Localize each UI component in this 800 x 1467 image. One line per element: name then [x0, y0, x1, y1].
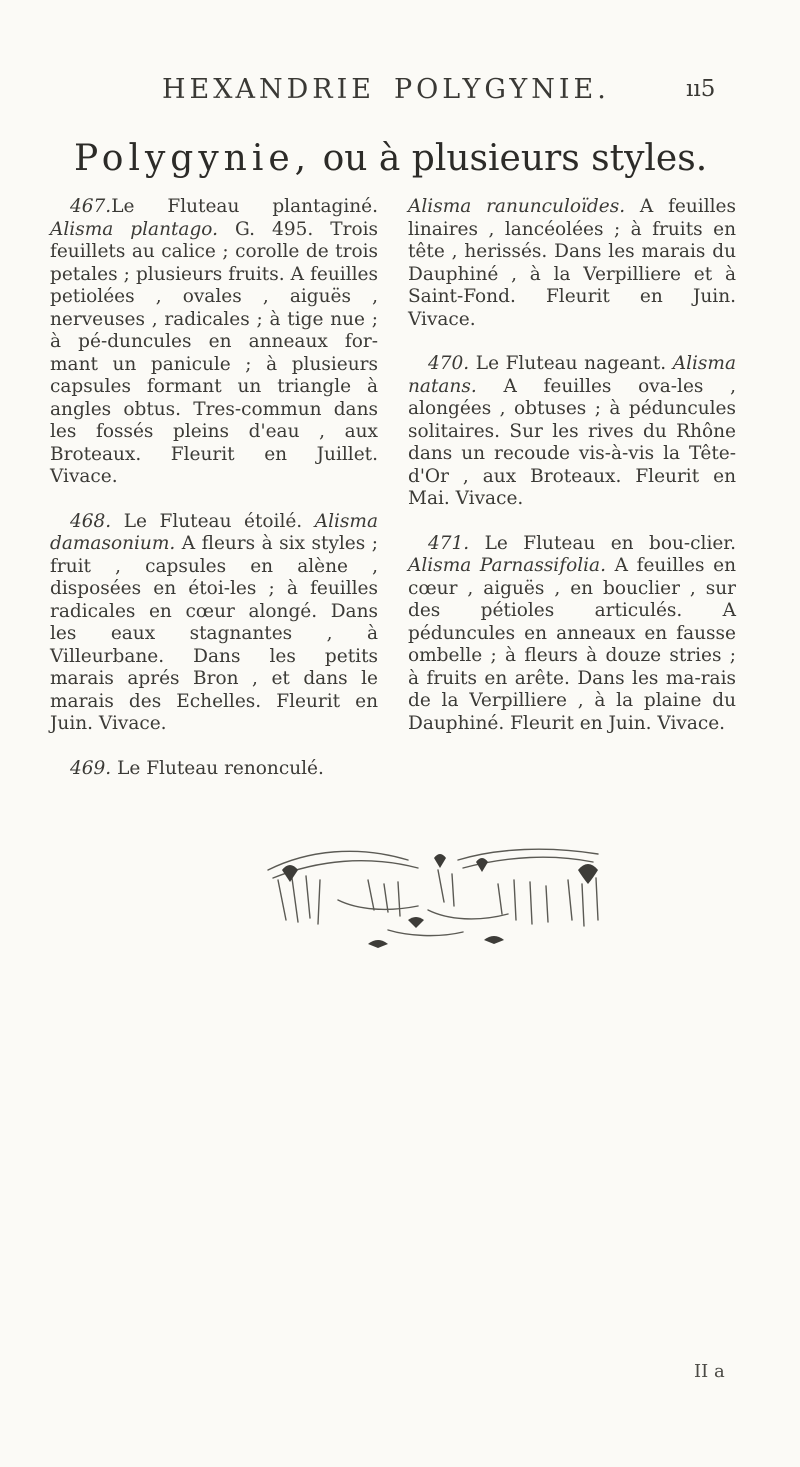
entry-heading: Le Fluteau renonculé. — [117, 757, 324, 779]
entry-text: A feuilles en cœur , aiguës , en bouclier , sur des pétioles articulés. A péduncules en anneaux en fausse ombelle ; à fleurs à douze stries ; à fruits en arête. Dans les ma-rais de la Verpilliere , à la plaine du Dauphiné. Fleurit en Juin. Vivace. — [408, 555, 736, 734]
entry-number: 471. — [428, 532, 470, 554]
entry-heading: Le Fluteau plantaginé. — [111, 196, 378, 217]
entry-text: A fleurs à six styles ; fruit , capsules en alène , disposées en étoi-les ; à feuilles radicales en cœur alongé. Dans les eaux stagnantes , à Villeurbane. Dans les petits marais aprés Bron , et dans le marais des Echelles. Fleurit en Juin. Vivace. — [50, 533, 378, 734]
entry-471 — [408, 533, 736, 736]
entry-text: G. 495. Trois feuillets au calice ; corolle de trois petales ; plusieurs fruits. A feuilles petiolées , ovales , aiguës , nerveuses , radicales ; à tige nue ; à pé-duncules en anneaux for-mant un panicule ; à plusieurs capsules formant un triangle à angles obtus. Tres-commun dans les fossés pleins d'eau , aux Broteaux. Fleurit en Juillet. Vivace. — [50, 218, 379, 487]
section-title-caps: Polygynie, — [74, 138, 312, 179]
section-title-rest: ou à plusieurs styles. — [311, 138, 708, 179]
entry-latin-name: Alisma ranunculoïdes. — [408, 196, 626, 217]
entry-number: 467. — [70, 196, 112, 217]
ornamental-vignette — [248, 840, 628, 960]
running-head — [0, 74, 800, 114]
landscape-vignette-icon — [248, 840, 628, 960]
running-head-class: HEXANDRIE — [162, 74, 375, 105]
entry-text: A feuilles linaires , lancéolées ; à fruits en tête , herissés. Dans les marais du Dauphiné , à la Verpilliere et à Saint-Fond. Fleurit en Juin. Vivace. — [408, 196, 736, 330]
right-column — [408, 196, 736, 757]
entry-latin-name: Alisma natans. — [408, 353, 736, 397]
entry-469 — [50, 758, 378, 781]
entry-latin-name: Alisma plantago. — [50, 218, 218, 240]
entry-469-continued — [408, 196, 736, 331]
entry-heading: Le Fluteau nageant. — [475, 353, 667, 374]
entry-number: 470. — [428, 353, 470, 374]
entry-heading: Le Fluteau étoilé. — [123, 510, 303, 532]
left-column — [50, 196, 378, 802]
entry-468 — [50, 511, 378, 736]
running-head-order: POLYGYNIE. — [394, 74, 610, 105]
signature-mark: II a — [694, 1361, 725, 1382]
entry-467 — [50, 196, 378, 489]
entry-470 — [408, 353, 736, 511]
entry-number: 468. — [70, 510, 112, 532]
entry-heading: Le Fluteau en bou-clier. — [484, 532, 736, 554]
entry-text: A feuilles ova-les , alongées , obtuses ; à péduncules solitaires. Sur les rives du Rhône dans un recoude vis-à-vis la Tête-d'Or , aux Broteaux. Fleurit en Mai. Vivace. — [408, 375, 736, 509]
entry-number: 469. — [70, 757, 112, 779]
entry-latin-name: Alisma damasonium. — [50, 510, 378, 554]
page-number: ıı5 — [686, 76, 716, 102]
entry-latin-name: Alisma Parnassifolia. — [408, 555, 606, 576]
section-title — [74, 138, 754, 179]
